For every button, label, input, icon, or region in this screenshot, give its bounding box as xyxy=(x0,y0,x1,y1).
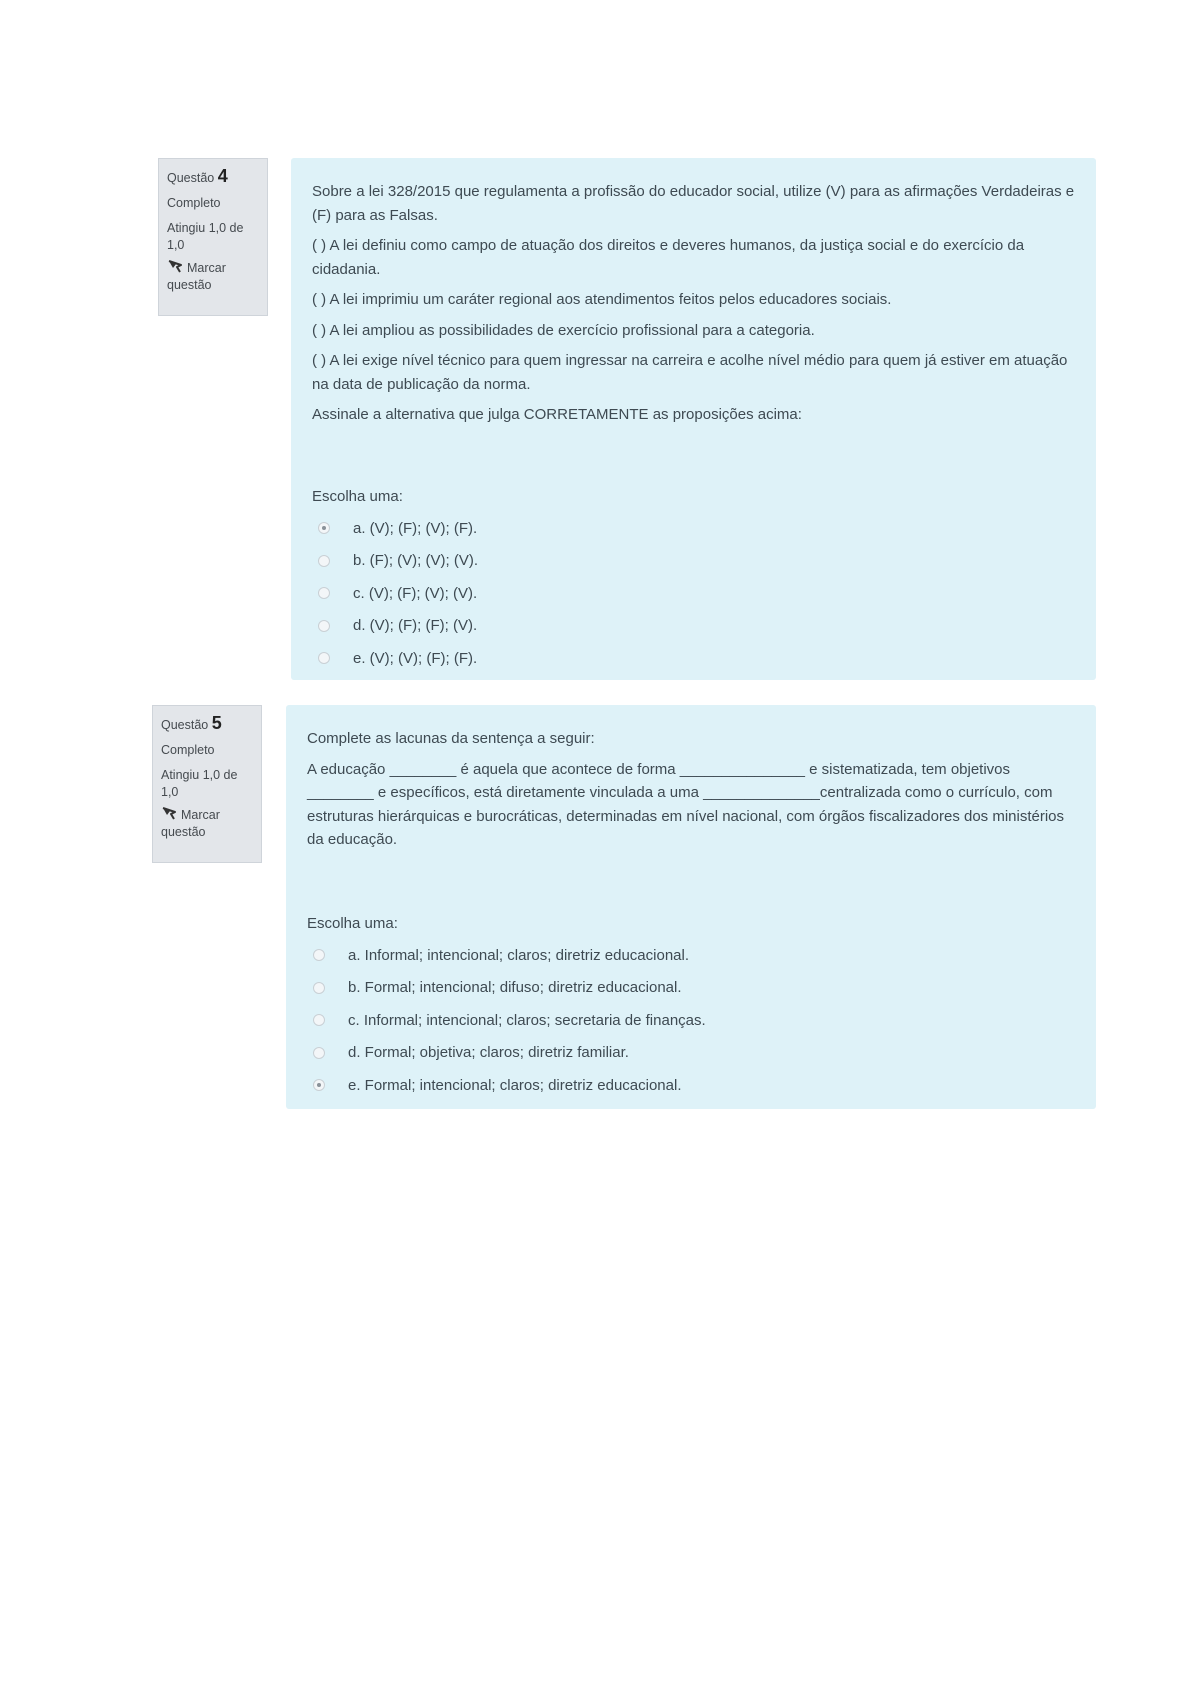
question-info xyxy=(158,158,268,316)
option-label: e. Formal; intencional; claros; diretriz educacional. xyxy=(348,1076,682,1094)
question-info xyxy=(152,705,262,863)
question-text-paragraph: ( ) A lei imprimiu um caráter regional aos atendimentos feitos pelos educadores sociais. xyxy=(312,291,892,308)
question-text-paragraph: ( ) A lei definiu como campo de atuação dos direitos e deveres humanos, da justiça social e do exercício da cidadania. xyxy=(312,237,1025,278)
question-number xyxy=(161,715,253,734)
flag-label: Marcar questão xyxy=(167,261,226,292)
flag-label: Marcar questão xyxy=(161,808,220,839)
answer-option-e[interactable] xyxy=(307,1069,1076,1102)
option-label: c. Informal; intencional; claros; secretaria de finanças. xyxy=(348,1011,706,1029)
question-text-paragraph: Complete as lacunas da sentença a seguir: xyxy=(307,730,595,747)
radio-button[interactable] xyxy=(313,982,325,994)
answer-option-b[interactable] xyxy=(312,545,1076,578)
option-label: e. (V); (V); (F); (F). xyxy=(353,649,478,667)
option-label: d. (V); (F); (F); (V). xyxy=(353,617,478,634)
option-label: a. (V); (F); (V); (F). xyxy=(353,519,478,537)
answer-options xyxy=(312,512,1076,675)
option-label: a. Informal; intencional; claros; diretriz educacional. xyxy=(348,946,690,964)
radio-button[interactable] xyxy=(318,652,330,664)
answer-options xyxy=(307,939,1076,1102)
question-grade: Atingiu 1,0 de 1,0 xyxy=(161,768,238,799)
answer-option-a[interactable] xyxy=(312,512,1076,545)
radio-button[interactable] xyxy=(313,1079,325,1091)
question-state: Completo xyxy=(167,196,221,210)
question-number-value: 5 xyxy=(211,713,222,733)
answer-option-b[interactable] xyxy=(307,972,1076,1005)
radio-button[interactable] xyxy=(313,1014,325,1026)
question-number xyxy=(167,168,259,187)
question-label: Questão xyxy=(167,171,215,185)
question-state: Completo xyxy=(161,743,215,757)
answer-option-c[interactable] xyxy=(307,1004,1076,1037)
question-text-paragraph: Sobre a lei 328/2015 que regulamenta a profissão do educador social, utilize (V) para as afirmações Verdadeiras e (F) para as Falsas. xyxy=(312,183,1075,224)
radio-button[interactable] xyxy=(318,555,330,567)
question-text-paragraph: A educação ________ é aquela que acontece de forma _______________ e sistematizada, tem objetivos ________ e específicos, está diretamente vinculada a uma ______________centralizada como o currículo, com estruturas hierárquicas e burocráticas, determinadas em nível nacional, com órgãos fiscalizadores dos ministérios da educação. xyxy=(307,760,1065,848)
question-content xyxy=(286,705,1096,1109)
answer-prompt: Escolha uma: xyxy=(312,487,403,505)
question-text xyxy=(312,180,1076,427)
radio-button[interactable] xyxy=(313,949,325,961)
question-grade: Atingiu 1,0 de 1,0 xyxy=(167,221,244,252)
option-label: b. Formal; intencional; difuso; diretriz educacional. xyxy=(348,979,682,996)
question-content xyxy=(291,158,1096,680)
flag-question-link[interactable] xyxy=(161,807,253,841)
question-text-paragraph: ( ) A lei ampliou as possibilidades de exercício profissional para a categoria. xyxy=(312,321,815,339)
radio-button[interactable] xyxy=(318,587,330,599)
answer-option-a[interactable] xyxy=(307,939,1076,972)
answer-prompt: Escolha uma: xyxy=(307,914,398,932)
question-text-paragraph: Assinale a alternativa que julga CORRETAMENTE as proposições acima: xyxy=(312,406,802,423)
radio-button[interactable] xyxy=(313,1047,325,1059)
question-number-value: 4 xyxy=(217,166,228,186)
option-label: c. (V); (F); (V); (V). xyxy=(353,584,478,602)
option-label: d. Formal; objetiva; claros; diretriz familiar. xyxy=(348,1044,629,1061)
radio-button[interactable] xyxy=(318,522,330,534)
answer-option-d[interactable] xyxy=(307,1037,1076,1070)
flag-question-link[interactable] xyxy=(167,260,259,294)
answer-option-d[interactable] xyxy=(312,610,1076,643)
flag-icon xyxy=(161,807,177,821)
question-text xyxy=(307,727,1076,852)
radio-button[interactable] xyxy=(318,620,330,632)
flag-icon xyxy=(167,260,183,274)
answer-option-e[interactable] xyxy=(312,642,1076,675)
question-label: Questão xyxy=(161,718,209,732)
answer-option-c[interactable] xyxy=(312,577,1076,610)
question-text-paragraph: ( ) A lei exige nível técnico para quem ingressar na carreira e acolhe nível médio para quem já estiver em atuação na data de publicação da norma. xyxy=(312,352,1068,393)
option-label: b. (F); (V); (V); (V). xyxy=(353,552,478,569)
